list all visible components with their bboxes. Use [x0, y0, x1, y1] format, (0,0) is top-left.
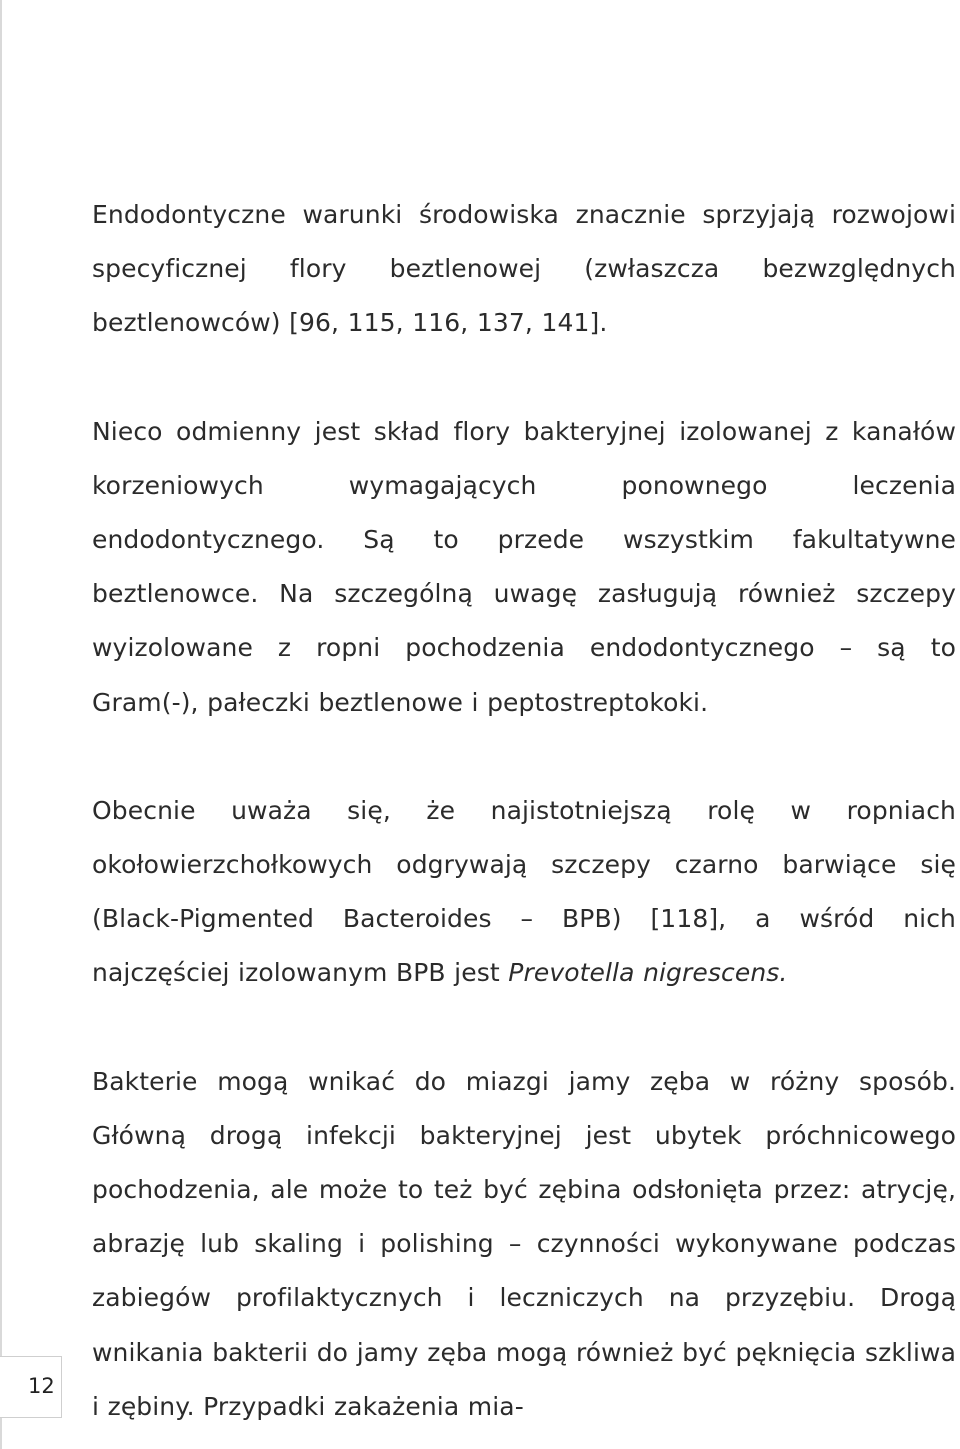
- document-body: [92, 188, 956, 1434]
- left-page-rule: [0, 0, 2, 1449]
- paragraph-retreatment-flora: [92, 405, 956, 730]
- paragraph-bpb: [92, 784, 956, 1001]
- species-name: Prevotella nigrescens.: [508, 958, 788, 988]
- paragraph-infection-routes: [92, 1055, 956, 1434]
- paragraph-text: Obecnie uważa się, że najistotniejszą rolę w ropniach okołowierzchołkowych odgrywają szczepy czarno barwiące się (Black-Pigmented Bacteroides – BPB) [118], a wśród nich najczęściej izolowanym BPB jest: [92, 795, 956, 988]
- paragraph-text: Endodontyczne warunki środowiska znacznie sprzyjają rozwojowi specyficznej flory beztlenowej (zwłaszcza bezwzględnych beztlenowców) [96, 115, 116, 137, 141].: [92, 200, 956, 338]
- paragraph-text: Bakterie mogą wnikać do miazgi jamy zęba w różny sposób. Główną drogą infekcji bakteryjnej jest ubytek próchnicowego pochodzenia, ale może to też być zębina odsłonięta przez: atrycję, abrazję lub skaling i polishing – czynności wykonywane podczas zabiegów profilaktycznych i leczniczych na przyzębiu. Drogą wnikania bakterii do jamy zęba mogą również być pęknięcia szkliwa i zębiny. Przypadki zakażenia mia-: [92, 1066, 956, 1421]
- page-number: 12: [28, 1374, 55, 1398]
- paragraph-text: Nieco odmienny jest skład flory bakteryjnej izolowanej z kanałów korzeniowych wymagających ponownego leczenia endodontycznego. Są to przede wszystkim fakultatywne beztlenowce. Na szczególną uwagę zasługują również szczepy wyizolowane z ropni pochodzenia endodontycznego – są to Gram(-), pałeczki beztlenowe i peptostreptokoki.: [92, 416, 956, 717]
- paragraph-anaerobic-flora: [92, 188, 956, 351]
